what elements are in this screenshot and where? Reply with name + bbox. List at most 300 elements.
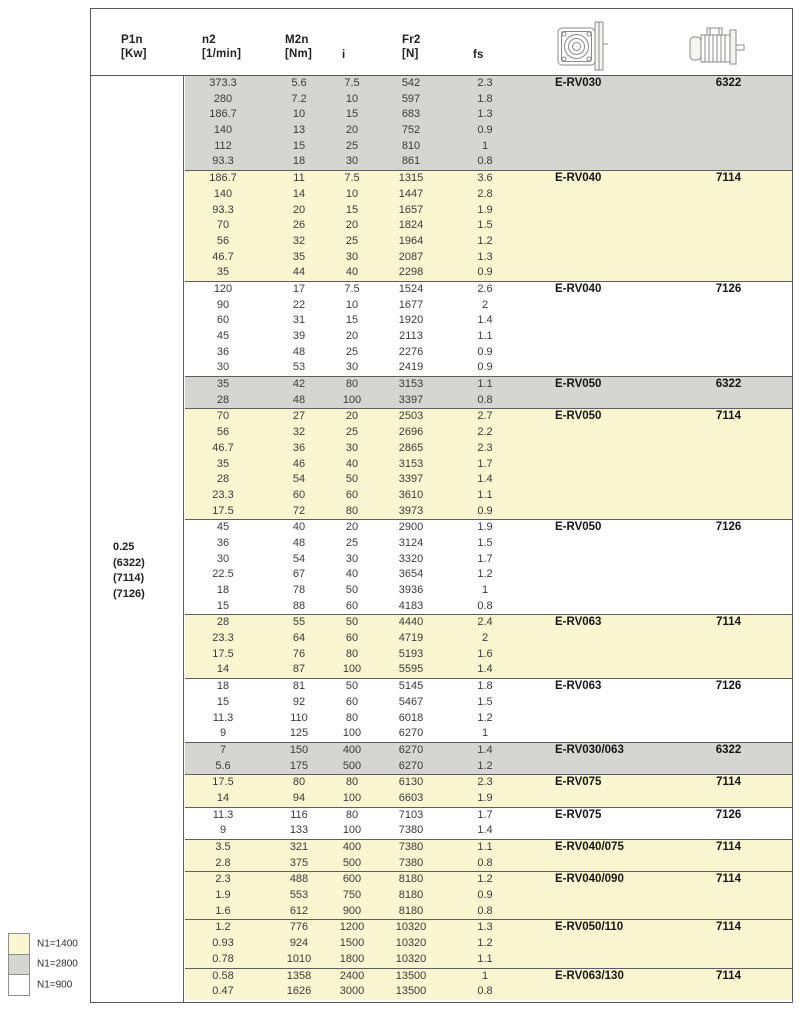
fr2-value: 3124 bbox=[398, 536, 424, 549]
fr2-value: 3320 bbox=[398, 552, 424, 565]
table-row bbox=[185, 552, 792, 568]
table-row bbox=[185, 92, 792, 108]
m2n-value: 10 bbox=[292, 108, 306, 121]
p1n-motor-code: (7114) bbox=[113, 572, 145, 584]
table-row bbox=[185, 808, 792, 824]
model-cell: E-RV040/090 bbox=[555, 873, 624, 886]
fr2-value: 3654 bbox=[398, 568, 424, 581]
fr2-value: 3610 bbox=[398, 488, 424, 501]
fs-value: 2.8 bbox=[477, 187, 493, 200]
m2n-value: 53 bbox=[292, 361, 306, 374]
table-row bbox=[185, 218, 792, 234]
n2-value: 3.5 bbox=[215, 841, 231, 853]
table-row bbox=[185, 488, 792, 504]
table-row bbox=[185, 265, 792, 281]
column-header-p1n bbox=[121, 34, 147, 61]
fr2-value: 1524 bbox=[398, 282, 424, 295]
ratio-value: 60 bbox=[345, 695, 359, 708]
m2n-value: 1010 bbox=[286, 952, 312, 965]
table-row bbox=[185, 425, 792, 441]
n2-value: 56 bbox=[216, 426, 230, 439]
ratio-value: 50 bbox=[345, 473, 359, 486]
column-header-m2n bbox=[285, 34, 312, 61]
rating-block-e-rv050-6322 bbox=[185, 376, 792, 408]
n2-value: 373.3 bbox=[209, 77, 237, 89]
model-cell: E-RV063 bbox=[555, 680, 602, 693]
table-row bbox=[185, 504, 792, 520]
m2n-value: 48 bbox=[292, 536, 306, 549]
m2n-value: 7.2 bbox=[291, 92, 307, 105]
n2-value: 18 bbox=[216, 680, 230, 693]
m2n-value: 20 bbox=[292, 203, 306, 216]
table-row bbox=[185, 840, 792, 856]
n2-value: 28 bbox=[216, 393, 230, 406]
ratio-value: 50 bbox=[345, 616, 359, 629]
model-cell: E-RV040 bbox=[555, 172, 602, 185]
table-row bbox=[185, 969, 792, 985]
fr2-value: 4719 bbox=[398, 632, 424, 645]
m2n-value: 48 bbox=[292, 345, 306, 358]
fr2-value: 1964 bbox=[398, 234, 424, 247]
motor-size-cell: 7114 bbox=[716, 776, 741, 789]
fr2-value: 1677 bbox=[398, 298, 424, 311]
fs-value: 1.6 bbox=[477, 647, 493, 660]
p1n-motor-code: (7126) bbox=[113, 587, 145, 600]
fs-value: 0.9 bbox=[477, 889, 493, 902]
n2-value: 30 bbox=[216, 552, 230, 565]
ratio-value: 30 bbox=[345, 552, 359, 565]
table-row bbox=[185, 520, 792, 536]
fs-value: 1.3 bbox=[477, 250, 493, 263]
model-cell: E-RV063 bbox=[555, 616, 602, 629]
ratio-value: 15 bbox=[345, 203, 359, 216]
fr2-value: 597 bbox=[401, 92, 421, 105]
rating-block-e-rv040/090-7114 bbox=[185, 871, 792, 919]
table-row bbox=[185, 123, 792, 139]
table-row bbox=[185, 187, 792, 203]
ratio-value: 20 bbox=[345, 521, 359, 534]
table-row bbox=[185, 282, 792, 298]
fs-value: 0.9 bbox=[477, 345, 493, 358]
ratio-value: 50 bbox=[345, 584, 359, 596]
fs-value: 0.8 bbox=[477, 393, 493, 406]
fr2-value: 5193 bbox=[398, 647, 424, 660]
fr2-value: 752 bbox=[401, 124, 421, 137]
fr2-value: 2087 bbox=[398, 250, 424, 263]
m2n-value: 924 bbox=[289, 937, 309, 950]
header-n2-label: n2 bbox=[202, 34, 216, 46]
n2-value: 17.5 bbox=[212, 647, 234, 660]
table-row bbox=[185, 599, 792, 615]
header-fs-label: fs bbox=[473, 49, 484, 61]
motor-size-cell: 7126 bbox=[715, 680, 742, 693]
table-row bbox=[185, 984, 792, 1000]
m2n-value: 31 bbox=[292, 314, 306, 327]
n2-value: 14 bbox=[216, 791, 230, 804]
fs-value: 1.2 bbox=[477, 873, 493, 886]
n2-value: 9 bbox=[219, 727, 227, 740]
table-row bbox=[185, 139, 792, 155]
n2-value: 0.93 bbox=[212, 937, 234, 950]
fs-value: 1.7 bbox=[477, 552, 493, 565]
ratio-value: 30 bbox=[345, 155, 359, 168]
m2n-value: 36 bbox=[292, 441, 306, 454]
n2-value: 22.5 bbox=[212, 568, 234, 581]
motor-size-cell: 7114 bbox=[716, 969, 741, 982]
n2-value: 0.47 bbox=[212, 985, 234, 998]
fr2-value: 1824 bbox=[398, 219, 424, 232]
table-row bbox=[185, 441, 792, 457]
fs-value: 2.3 bbox=[477, 776, 493, 789]
table-row bbox=[185, 377, 792, 393]
n2-value: 23.3 bbox=[212, 632, 234, 645]
fs-value: 2.4 bbox=[477, 616, 493, 629]
m2n-value: 321 bbox=[289, 841, 309, 853]
n2-value: 2.8 bbox=[215, 856, 231, 869]
ratio-value: 60 bbox=[345, 599, 359, 612]
fr2-value: 8180 bbox=[398, 889, 424, 902]
fs-value: 0.9 bbox=[477, 124, 493, 137]
m2n-value: 116 bbox=[290, 808, 308, 821]
legend-color-swatch bbox=[8, 974, 30, 996]
table-row bbox=[185, 743, 792, 759]
table-row bbox=[185, 775, 792, 791]
rating-block-e-rv030-6322 bbox=[185, 76, 792, 170]
table-row bbox=[185, 360, 792, 376]
table-row bbox=[185, 409, 792, 425]
fs-value: 0.9 bbox=[477, 504, 493, 517]
fr2-value: 5595 bbox=[398, 663, 424, 676]
n2-value: 36 bbox=[216, 536, 230, 549]
ratio-value: 400 bbox=[342, 841, 362, 853]
model-cell: E-RV030 bbox=[555, 77, 602, 89]
fr2-value: 542 bbox=[401, 77, 421, 89]
fr2-value: 4440 bbox=[398, 616, 424, 629]
rating-block-e-rv040-7114 bbox=[185, 170, 792, 281]
m2n-value: 1358 bbox=[286, 969, 312, 982]
electric-motor-icon bbox=[688, 26, 752, 71]
fr2-value: 4183 bbox=[398, 599, 424, 612]
fr2-value: 2419 bbox=[398, 361, 424, 374]
ratio-value: 100 bbox=[342, 663, 362, 676]
model-cell: E-RV050 bbox=[555, 410, 602, 423]
n2-value: 5.6 bbox=[215, 759, 231, 772]
ratio-value: 100 bbox=[342, 824, 362, 837]
m2n-value: 42 bbox=[292, 378, 306, 391]
model-cell: E-RV050 bbox=[555, 378, 602, 391]
fs-value: 1.4 bbox=[477, 314, 493, 327]
rating-block-e-rv063-7114 bbox=[185, 614, 792, 678]
n2-value: 11.3 bbox=[212, 711, 234, 724]
table-row bbox=[185, 759, 792, 775]
m2n-value: 67 bbox=[292, 568, 306, 581]
n2-value: 35 bbox=[216, 457, 230, 470]
table-row bbox=[185, 472, 792, 488]
table-row bbox=[185, 631, 792, 647]
n2-value: 93.3 bbox=[212, 203, 234, 216]
fr2-value: 6270 bbox=[398, 743, 424, 756]
table-row bbox=[185, 952, 792, 968]
table-row bbox=[185, 203, 792, 219]
m2n-value: 26 bbox=[292, 219, 306, 232]
fs-value: 1.9 bbox=[477, 521, 493, 534]
n2-value: 17.5 bbox=[212, 776, 234, 789]
motor-size-cell: 7114 bbox=[716, 873, 741, 886]
fr2-value: 10320 bbox=[395, 952, 427, 965]
table-row bbox=[185, 345, 792, 361]
ratio-value: 25 bbox=[345, 426, 359, 439]
ratio-value: 40 bbox=[345, 266, 359, 279]
rating-block-e-rv050-7126 bbox=[185, 519, 792, 614]
m2n-value: 133 bbox=[289, 824, 309, 837]
m2n-value: 48 bbox=[292, 393, 306, 406]
n2-value: 1.2 bbox=[215, 921, 231, 934]
model-cell: E-RV040 bbox=[555, 282, 602, 295]
motor-size-cell: 7126 bbox=[715, 521, 742, 534]
fr2-value: 10320 bbox=[395, 937, 427, 950]
m2n-value: 87 bbox=[292, 663, 306, 676]
m2n-value: 553 bbox=[289, 889, 309, 902]
fr2-value: 6130 bbox=[398, 776, 424, 789]
m2n-value: 125 bbox=[289, 727, 309, 740]
fs-value: 1.8 bbox=[477, 92, 493, 105]
ratio-value: 80 bbox=[345, 776, 359, 789]
rating-block-e-rv050/110-7114 bbox=[185, 919, 792, 967]
fs-value: 1 bbox=[481, 727, 489, 740]
fs-value: 2.7 bbox=[477, 410, 493, 423]
ratio-value: 7.5 bbox=[344, 77, 360, 89]
m2n-value: 60 bbox=[292, 488, 306, 501]
fr2-value: 1315 bbox=[398, 172, 424, 185]
m2n-value: 13 bbox=[292, 124, 306, 137]
n2-value: 30 bbox=[216, 361, 230, 374]
fr2-value: 861 bbox=[401, 155, 421, 168]
table-row bbox=[185, 936, 792, 952]
table-row bbox=[185, 823, 792, 839]
n2-value: 0.58 bbox=[212, 969, 234, 982]
ratio-value: 10 bbox=[345, 298, 359, 311]
n2-value: 90 bbox=[216, 298, 230, 311]
fs-value: 1.1 bbox=[477, 378, 493, 391]
legend-label: N1=1400 bbox=[37, 938, 78, 950]
column-header-fs bbox=[473, 49, 484, 63]
motor-size-cell: 7126 bbox=[715, 282, 742, 295]
n2-value: 1.9 bbox=[215, 889, 231, 902]
ratio-value: 100 bbox=[342, 393, 362, 406]
ratio-value: 60 bbox=[345, 632, 359, 645]
m2n-value: 32 bbox=[292, 426, 306, 439]
m2n-value: 776 bbox=[289, 921, 309, 934]
motor-size-cell: 6322 bbox=[715, 77, 742, 89]
fs-value: 0.9 bbox=[477, 266, 493, 279]
table-row bbox=[185, 76, 792, 92]
fr2-value: 5467 bbox=[398, 695, 424, 708]
header-m2n-label: M2n bbox=[285, 34, 309, 46]
p1n-motor-code: (6322) bbox=[113, 556, 145, 569]
n2-value: 7 bbox=[219, 743, 227, 756]
fs-value: 1.5 bbox=[477, 536, 493, 549]
model-cell: E-RV050/110 bbox=[555, 921, 624, 934]
m2n-value: 32 bbox=[292, 234, 306, 247]
ratio-value: 30 bbox=[345, 361, 359, 374]
n2-value: 112 bbox=[214, 139, 232, 152]
n2-value: 70 bbox=[216, 219, 230, 232]
ratio-value: 80 bbox=[345, 808, 359, 821]
fs-value: 2 bbox=[481, 298, 489, 311]
n2-value: 35 bbox=[216, 378, 230, 391]
model-cell: E-RV075 bbox=[555, 808, 602, 821]
n2-value: 11.3 bbox=[212, 808, 234, 821]
m2n-value: 55 bbox=[292, 616, 306, 629]
header-fr2-label: Fr2 bbox=[402, 34, 421, 46]
model-cell: E-RV063/130 bbox=[555, 969, 624, 982]
rating-block-e-rv040/075-7114 bbox=[185, 839, 792, 871]
fs-value: 0.8 bbox=[477, 599, 493, 612]
header-p1n-unit: [Kw] bbox=[121, 47, 147, 60]
model-cell: E-RV040/075 bbox=[555, 841, 624, 853]
table-row bbox=[185, 393, 792, 409]
table-row bbox=[185, 536, 792, 552]
ratio-value: 1500 bbox=[339, 937, 365, 950]
table-row bbox=[185, 888, 792, 904]
fs-value: 1.4 bbox=[477, 663, 493, 676]
fr2-value: 1920 bbox=[398, 314, 424, 327]
table-row bbox=[185, 920, 792, 936]
ratio-value: 400 bbox=[342, 743, 362, 756]
fr2-value: 7380 bbox=[398, 841, 424, 853]
fr2-value: 810 bbox=[401, 139, 421, 152]
legend-color-swatch bbox=[8, 954, 30, 976]
rating-block-e-rv030/063-6322 bbox=[185, 742, 792, 774]
header-i-label: i bbox=[342, 49, 346, 61]
m2n-value: 94 bbox=[292, 791, 306, 804]
fr2-value: 3936 bbox=[398, 584, 424, 596]
ratio-value: 2400 bbox=[339, 969, 365, 982]
fs-value: 1.9 bbox=[477, 203, 493, 216]
fs-value: 0.8 bbox=[477, 155, 493, 168]
table-row bbox=[185, 567, 792, 583]
rating-block-e-rv063-7126 bbox=[185, 678, 792, 742]
fs-value: 1.5 bbox=[477, 219, 493, 232]
motor-size-cell: 7114 bbox=[716, 841, 741, 853]
table-row bbox=[185, 250, 792, 266]
n2-value: 45 bbox=[216, 330, 230, 342]
fs-value: 1.1 bbox=[477, 841, 493, 853]
m2n-value: 612 bbox=[289, 904, 309, 917]
fr2-value: 3973 bbox=[398, 504, 424, 517]
ratio-value: 20 bbox=[345, 219, 359, 232]
n2-value: 186.7 bbox=[209, 172, 237, 185]
ratio-value: 10 bbox=[345, 92, 359, 105]
ratio-value: 30 bbox=[345, 250, 359, 263]
fr2-value: 6270 bbox=[398, 727, 424, 740]
ratio-value: 500 bbox=[342, 759, 362, 772]
fr2-value: 3397 bbox=[398, 473, 424, 486]
table-row bbox=[185, 171, 792, 187]
m2n-value: 15 bbox=[292, 139, 306, 152]
fs-value: 2 bbox=[481, 632, 489, 645]
column-header-fr2 bbox=[402, 34, 421, 61]
fs-value: 3.6 bbox=[477, 172, 493, 185]
m2n-value: 27 bbox=[292, 410, 306, 423]
n2-value: 56 bbox=[216, 234, 230, 247]
fr2-value: 13500 bbox=[395, 969, 427, 982]
fr2-value: 3397 bbox=[398, 393, 424, 406]
fs-value: 0.8 bbox=[477, 985, 493, 998]
table-body-blocks bbox=[185, 76, 792, 1000]
n2-value: 140 bbox=[213, 124, 233, 137]
n2-value: 45 bbox=[216, 521, 230, 534]
column-header-n2 bbox=[202, 34, 241, 61]
table-row bbox=[185, 662, 792, 678]
m2n-value: 110 bbox=[290, 711, 308, 724]
n2-value: 36 bbox=[216, 345, 230, 358]
fs-value: 2.6 bbox=[477, 282, 493, 295]
table-row bbox=[185, 583, 792, 599]
table-row bbox=[185, 457, 792, 473]
ratings-table bbox=[90, 8, 793, 1003]
fs-value: 0.8 bbox=[477, 856, 493, 869]
fs-value: 1.8 bbox=[477, 680, 493, 693]
m2n-value: 64 bbox=[292, 632, 306, 645]
m2n-value: 17 bbox=[292, 282, 306, 295]
ratio-value: 15 bbox=[345, 108, 359, 121]
fs-value: 1 bbox=[481, 139, 489, 152]
fr2-value: 1447 bbox=[398, 187, 424, 200]
ratio-value: 100 bbox=[342, 791, 362, 804]
n2-value: 9 bbox=[219, 824, 227, 837]
table-row bbox=[185, 615, 792, 631]
ratio-value: 20 bbox=[345, 124, 359, 137]
ratio-value: 60 bbox=[345, 488, 359, 501]
fr2-value: 5145 bbox=[398, 680, 424, 693]
m2n-value: 80 bbox=[292, 776, 306, 789]
fs-value: 1.2 bbox=[477, 568, 493, 581]
ratio-value: 900 bbox=[342, 904, 362, 917]
fs-value: 1.2 bbox=[477, 759, 493, 772]
m2n-value: 44 bbox=[292, 266, 306, 279]
n2-value: 60 bbox=[216, 314, 230, 327]
p1n-power-value: 0.25 bbox=[113, 541, 135, 553]
n2-value: 15 bbox=[216, 695, 230, 708]
n2-value: 46.7 bbox=[212, 441, 234, 454]
table-row bbox=[185, 647, 792, 663]
motor-size-cell: 6322 bbox=[715, 378, 742, 391]
table-row bbox=[185, 679, 792, 695]
fr2-value: 2298 bbox=[398, 266, 424, 279]
rating-block-e-rv040-7126 bbox=[185, 281, 792, 376]
m2n-value: 375 bbox=[289, 856, 309, 869]
table-body bbox=[91, 76, 792, 1002]
m2n-value: 40 bbox=[292, 521, 306, 534]
ratio-value: 25 bbox=[345, 139, 359, 152]
fs-value: 1.4 bbox=[477, 743, 493, 756]
fs-value: 1.2 bbox=[477, 711, 493, 724]
n2-value: 28 bbox=[216, 616, 230, 629]
n2-value: 35 bbox=[216, 266, 230, 279]
rating-block-e-rv075-7126 bbox=[185, 807, 792, 839]
fs-value: 1.1 bbox=[477, 952, 493, 965]
table-row bbox=[185, 695, 792, 711]
rating-block-e-rv050-7114 bbox=[185, 408, 792, 519]
fs-value: 1.2 bbox=[477, 234, 493, 247]
m2n-value: 39 bbox=[292, 330, 306, 342]
n2-value: 18 bbox=[216, 584, 230, 596]
fr2-value: 2900 bbox=[398, 521, 424, 534]
m2n-value: 72 bbox=[292, 504, 306, 517]
fs-value: 1.9 bbox=[477, 791, 493, 804]
n2-value: 0.78 bbox=[212, 952, 234, 965]
